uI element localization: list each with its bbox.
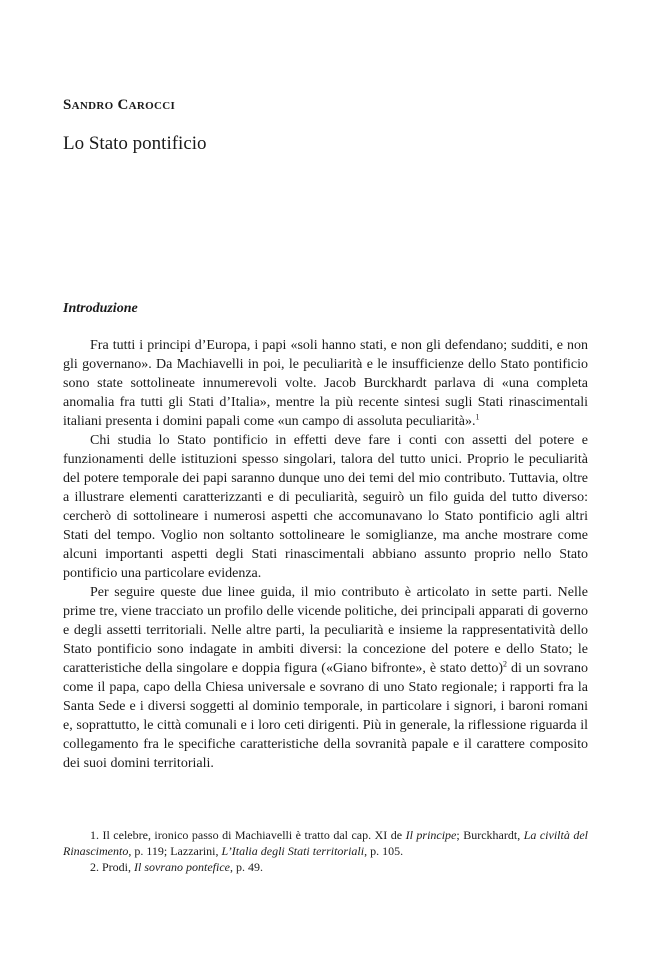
footnote-ref-2: 2 (503, 659, 508, 669)
paragraph-3 (63, 583, 588, 773)
footnotes (63, 827, 588, 875)
footnote-2 (63, 859, 588, 875)
footnote-1-text-a: 1. Il celebre, ironico passo di Machiavelli è tratto dal cap. XI de (90, 828, 406, 842)
footnote-1-text-b: ; Burckhardt, (456, 828, 524, 842)
chapter-author: Sandro Carocci (63, 97, 176, 113)
chapter-title: Lo Stato pontificio (63, 133, 207, 154)
paragraph-1-text: Fra tutti i principi d’Europa, i papi «soli hanno stati, e non gli defendano; sudditi, e non gli governano». Da Machiavelli in poi, le peculiarità e le insufficienze dello Stato pontificio sono state sottolineate innumerevoli volte. Jacob Burckhardt parlava di «una completa anomalia fra tutti gli Stati d’Italia», mentre la più recente sintesi sugli Stati rinascimentali italiani presenta i domini papali come «un campo di assoluta peculiarità». (63, 338, 588, 429)
footnote-1-text-c: , p. 119; Lazzarini, (128, 844, 222, 858)
paragraph-3-text-a: Per seguire queste due linee guida, il mio contributo è articolato in sette parti. Nelle prime tre, viene tracciato un profilo delle vicende politiche, dei principali apparati di governo e degli assetti territoriali. Nelle altre parti, la peculiarità e insieme la rappresentatività dello Stato pontificio sono indagate in ambiti diversi: la concezione del potere e dello Stato; le caratteristiche della singolare e doppia figura («Giano bifronte», è stato detto) (63, 585, 588, 676)
footnote-1-text-d: , p. 105. (364, 844, 404, 858)
footnote-2-work-a: Il sovrano pontefice (134, 860, 230, 874)
footnote-2-text-a: 2. Prodi, (90, 860, 135, 874)
paragraph-2: Chi studia lo Stato pontificio in effetti deve fare i conti con assetti del potere e funzionamenti delle istituzioni spesso singolari, talora del tutto unici. Proprio le peculiarità del potere temporale dei papi saranno dunque uno dei temi del mio contributo. Tuttavia, oltre a illustrare elementi caratterizzanti e di peculiarità, seguirò un filo guida del tutto diverso: cercherò di sottolineare i numerosi aspetti che accomunavano lo Stato pontificio agli altri Stati del tempo. Voglio non soltanto sottolineare le somiglianze, ma anche mostrare come alcuni importanti aspetti degli Stati rinascimentali abbiano assunto proprio nello Stato pontificio una particolare evidenza. (63, 433, 588, 581)
footnote-1 (63, 827, 588, 859)
footnote-1-work-b: La civiltà del Rinascimento (63, 828, 588, 858)
footnote-1-work-c: L’Italia degli Stati territoriali (221, 844, 365, 858)
section-heading: Introduzione (63, 301, 138, 316)
footnote-1-work-a: Il principe (405, 828, 457, 842)
paragraph-3-text-b: di un sovrano come il papa, capo della Chiesa universale e sovrano di uno Stato regionale; i rapporti fra la Santa Sede e i diversi soggetti al dominio temporale, in particolare i signori, i baroni romani e, soprattutto, le città comunali e i loro ceti dirigenti. Più in generale, la riflessione riguarda il collegamento fra le specifiche caratteristiche della sovranità papale e il carattere composito dei suoi domini territoriali. (63, 661, 588, 771)
main-text (63, 336, 588, 773)
paragraph-1 (63, 336, 588, 431)
footnote-2-text-b: , p. 49. (230, 860, 263, 874)
footnote-ref-1: 1 (475, 412, 480, 422)
